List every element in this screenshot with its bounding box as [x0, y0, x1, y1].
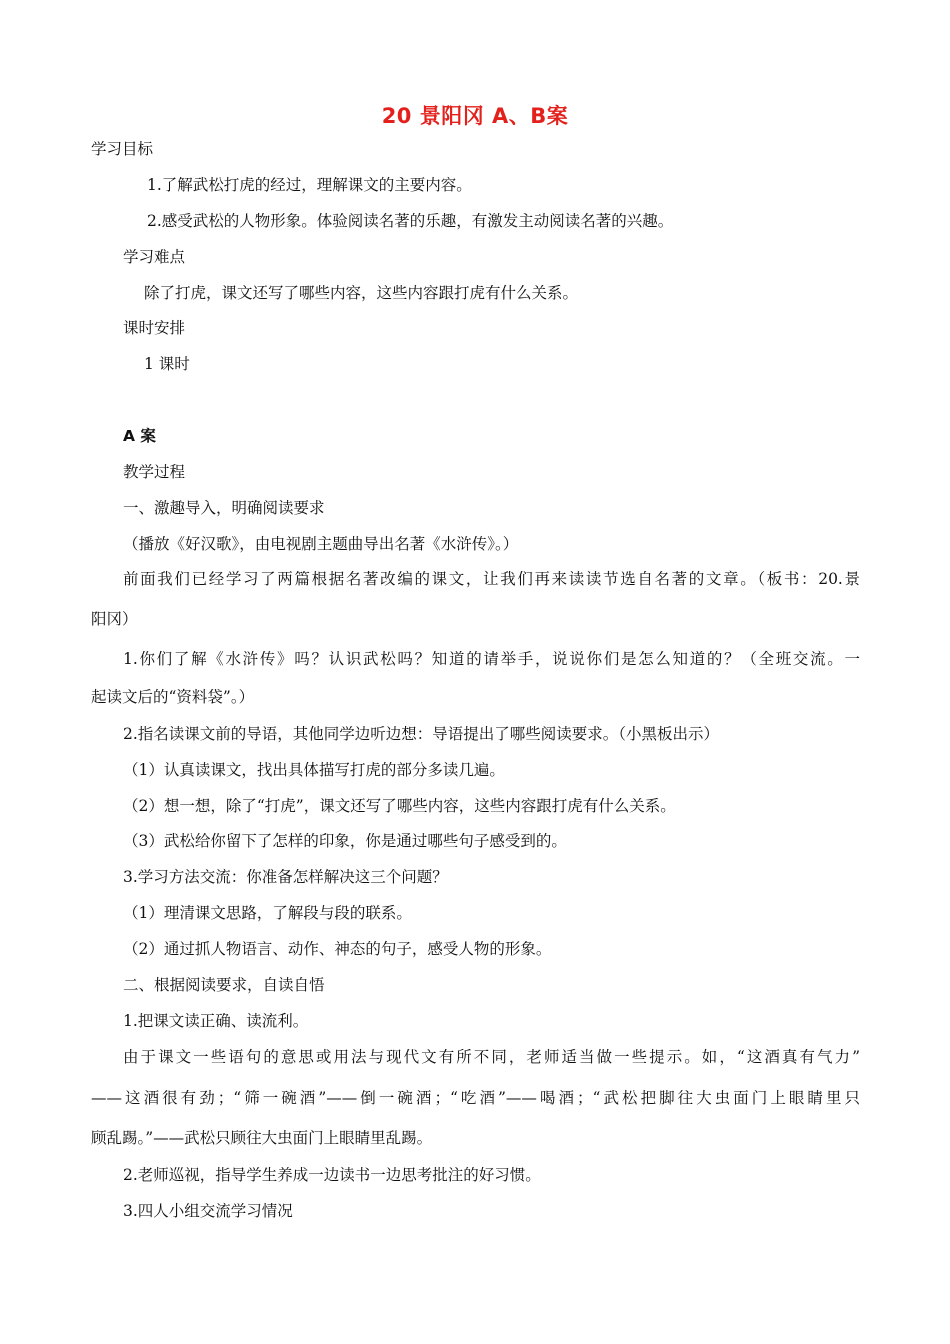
- difficulty-heading: 学习难点: [123, 248, 186, 266]
- section-heading: 二、根据阅读要求，自读自悟: [123, 976, 325, 994]
- paragraph-line: 阳冈）: [91, 610, 138, 628]
- sub-item: （2）想一想，除了“打虎”，课文还写了哪些内容，这些内容跟打虎有什么关系。: [123, 797, 676, 815]
- objective-item: 1.了解武松打虎的经过，理解课文的主要内容。: [147, 176, 472, 194]
- paragraph-line: 起读文后的“资料袋”。）: [91, 688, 255, 706]
- sub-item: （2）通过抓人物语言、动作、神态的句子，感受人物的形象。: [123, 940, 552, 958]
- sub-item: （1）认真读课文，找出具体描写打虎的部分多读几遍。: [123, 761, 505, 779]
- process-heading: 教学过程: [123, 463, 186, 481]
- list-item: 2.老师巡视，指导学生养成一边读书一边思考批注的好习惯。: [123, 1166, 541, 1184]
- paragraph-line: ——这酒很有劲；“筛一碗酒”——倒一碗酒；“吃酒”——喝酒；“武松把脚往大虫面门上眼睛里只: [91, 1089, 860, 1107]
- page-title: 20 景阳冈 A、B案: [381, 104, 569, 128]
- section-heading: 一、激趣导入，明确阅读要求: [123, 499, 325, 517]
- sub-item: （1）理清课文思路，了解段与段的联系。: [123, 904, 412, 922]
- list-item: 3.四人小组交流学习情况: [123, 1202, 293, 1220]
- difficulty-text: 除了打虎，课文还写了哪些内容，这些内容跟打虎有什么关系。: [144, 284, 579, 302]
- note-text: （播放《好汉歌》，由电视剧主题曲导出名著《水浒传》。）: [123, 535, 519, 553]
- objective-item: 2.感受武松的人物形象。体验阅读名著的乐趣，有激发主动阅读名著的兴趣。: [147, 212, 674, 230]
- sub-item: （3）武松给你留下了怎样的印象，你是通过哪些句子感受到的。: [123, 832, 567, 850]
- paragraph-line: 前面我们已经学习了两篇根据名著改编的课文，让我们再来读读节选自名著的文章。（板书：20.景: [123, 570, 860, 588]
- paragraph-line: 顾乱踢。”——武松只顾往大虫面门上眼睛里乱踢。: [91, 1129, 433, 1147]
- question-item: 3.学习方法交流：你准备怎样解决这三个问题？: [123, 868, 448, 886]
- schedule-text: 1 课时: [144, 355, 190, 373]
- list-item: 1.把课文读正确、读流利。: [123, 1012, 309, 1030]
- plan-a-heading: A 案: [123, 427, 156, 445]
- objectives-heading: 学习目标: [91, 140, 154, 158]
- paragraph-line: 1.你们了解《水浒传》吗？认识武松吗？知道的请举手，说说你们是怎么知道的？（全班交流。一: [123, 650, 860, 668]
- question-item: 2.指名读课文前的导语，其他同学边听边想：导语提出了哪些阅读要求。（小黑板出示）: [123, 725, 720, 743]
- paragraph-line: 由于课文一些语句的意思或用法与现代文有所不同，老师适当做一些提示。如，“这酒真有气力”: [123, 1048, 860, 1066]
- schedule-heading: 课时安排: [123, 319, 186, 337]
